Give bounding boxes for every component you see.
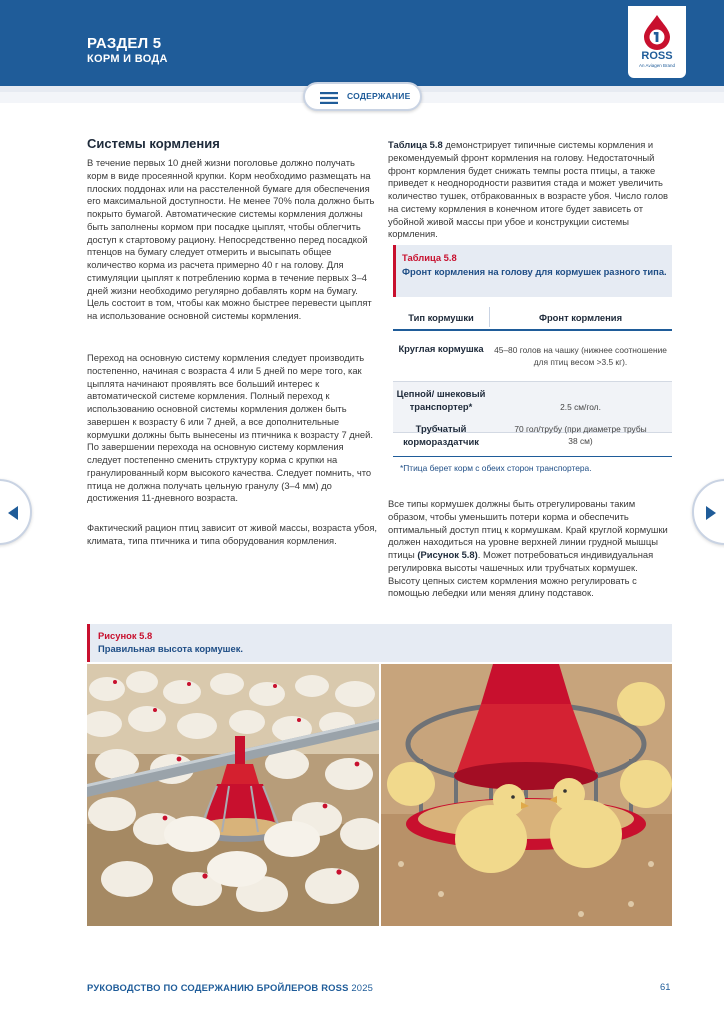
feeder-height-text-b: . Может потребоваться индивидуальная регулировка высоты чашечных или трубчатых кормушек. Высоту цепных систем кормления можно регулировать с помощью лебедки или меняя длину подставок.	[388, 549, 654, 599]
page-header	[0, 0, 724, 86]
menu-icon	[320, 92, 338, 104]
drop-icon	[642, 14, 672, 50]
table-row	[393, 423, 672, 456]
chevron-left-icon	[8, 506, 18, 520]
next-page-button[interactable]	[692, 479, 724, 545]
table-caption	[393, 245, 672, 297]
figure-caption	[87, 624, 672, 662]
feeder-space-cell: 2.5 см/гол.	[560, 402, 601, 412]
chevron-right-icon	[706, 506, 716, 520]
table-footnote: *Птица берет корм с обеих сторон транспортера.	[400, 463, 592, 473]
photo-chicks-at-feeder	[381, 664, 672, 926]
table-intro-text: демонстрирует типичные системы кормления и рекомендуемый фронт кормления на голову. Недостаточный фронт кормления будет снижать темпы роста птицы, а также приведет к неоднородности развития стада и может увеличить количество тушек, отбракованных в возрасте убоя. Число голов на систему кормления в конечном итоге будет зависеть от убойной живой массы при убое и конструкции системы кормления.	[388, 139, 669, 240]
previous-page-button[interactable]	[0, 479, 32, 545]
feeder-height-paragraph	[388, 498, 672, 600]
feeder-space-cell: 45–80 голов на чашку (нижнее соотношение для птиц весом >3.5 кг).	[494, 345, 667, 367]
logo-tagline: An Aviagen Brand	[639, 63, 675, 68]
section-title: КОРМ И ВОДА	[87, 53, 168, 65]
footer-year: 2025	[351, 982, 374, 993]
column-header-type: Тип кормушки	[408, 312, 474, 323]
table-row	[393, 333, 672, 381]
table-reference: Таблица 5.8	[388, 139, 443, 150]
paragraph-2: Переход на основную систему кормления следует производить постепенно, начиная с возраста 4 или 5 дней по мере того, как цыплята начинают проявлять все больший интерес к автоматической системе кормления. Полный переход к использованию основной системы кормления должен быть завершен к возрасту 6 или 7 дней, а все дополнительные кормушки должны быть вынесены из птичника к возрасту 7 дней. По завершении перехода на основную систему кормления следует постепенно сменить структуру корма с крупки на гранулированный корм высокого качества. Следует помнить, что птица не должна получать цельную гранулу (3–4 мм) до достижения 11-дневного возраста.	[87, 352, 373, 504]
paragraph-1: В течение первых 10 дней жизни поголовье должно получать корм в виде просеянной крупки. Корм необходимо размещать на плоских поддонах или на расстеленной бумаге для обеспечения его максимальной доступности. Не менее 70% пола должно быть покрыто бумагой. Автоматические системы кормления должны быть заполнены кормом при посадке цыплят, чтобы облегчить доступ к стартовому рациону. Непосредственно перед посадкой птенцов на бумагу следует отмерить и высыпать общее количество корма из расчета примерно 40 г на голову. Для стимуляции цыплят к потреблению корма в течение первых 3–4 дней жизни необходимо регулярно добавлять корм на бумагу. Цель состоит в том, чтобы как можно быстрее перевести цыплят на использование основной системы кормления.	[87, 157, 375, 321]
feeder-type-cell: Трубчатый кормораздатчик	[403, 423, 479, 447]
ross-logo	[628, 6, 686, 78]
photo-broilers-at-feeder	[87, 664, 379, 926]
feeder-height-text-a: Все типы кормушек должны быть отрегулированы таким образом, чтобы уменьшить потери корма и обеспечить оптимальный доступ птиц к кормушкам. Край круглой кормушки должен находиться на уровне верхней линии грудной мышцы птицы	[388, 498, 668, 560]
section-number: РАЗДЕЛ 5	[87, 35, 162, 52]
page-number: 61	[660, 981, 671, 992]
contents-button[interactable]	[303, 82, 422, 111]
logo-wordmark: ROSS	[641, 50, 673, 62]
footer-title	[87, 982, 373, 993]
table-number: Таблица 5.8	[402, 252, 457, 263]
column-header-space: Фронт кормления	[538, 312, 623, 323]
feeder-space-cell: 70 гол/трубу (при диаметре трубы 38 см)	[514, 424, 647, 446]
contents-label: СОДЕРЖАНИЕ	[347, 91, 411, 101]
feeder-type-cell: Круглая кормушка	[398, 343, 484, 354]
table-title: Фронт кормления на голову для кормушек разного типа.	[402, 266, 667, 277]
table-header	[393, 303, 672, 331]
section-heading: Системы кормления	[87, 136, 220, 151]
figure-number: Рисунок 5.8	[98, 630, 153, 641]
figure-title: Правильная высота кормушек.	[98, 643, 244, 654]
table-bottom-rule	[393, 456, 672, 457]
table-intro-paragraph	[388, 139, 672, 241]
paragraph-3: Фактический рацион птиц зависит от живой массы, возраста убоя, климата, типа птичника и типа оборудования кормления.	[87, 522, 377, 546]
feeder-type-cell: Цепной/ шнековый транспортер*	[396, 388, 486, 412]
footer-guide-name: РУКОВОДСТВО ПО СОДЕРЖАНИЮ БРОЙЛЕРОВ ROSS	[87, 982, 349, 993]
figure-reference: (Рисунок 5.8)	[417, 549, 478, 560]
